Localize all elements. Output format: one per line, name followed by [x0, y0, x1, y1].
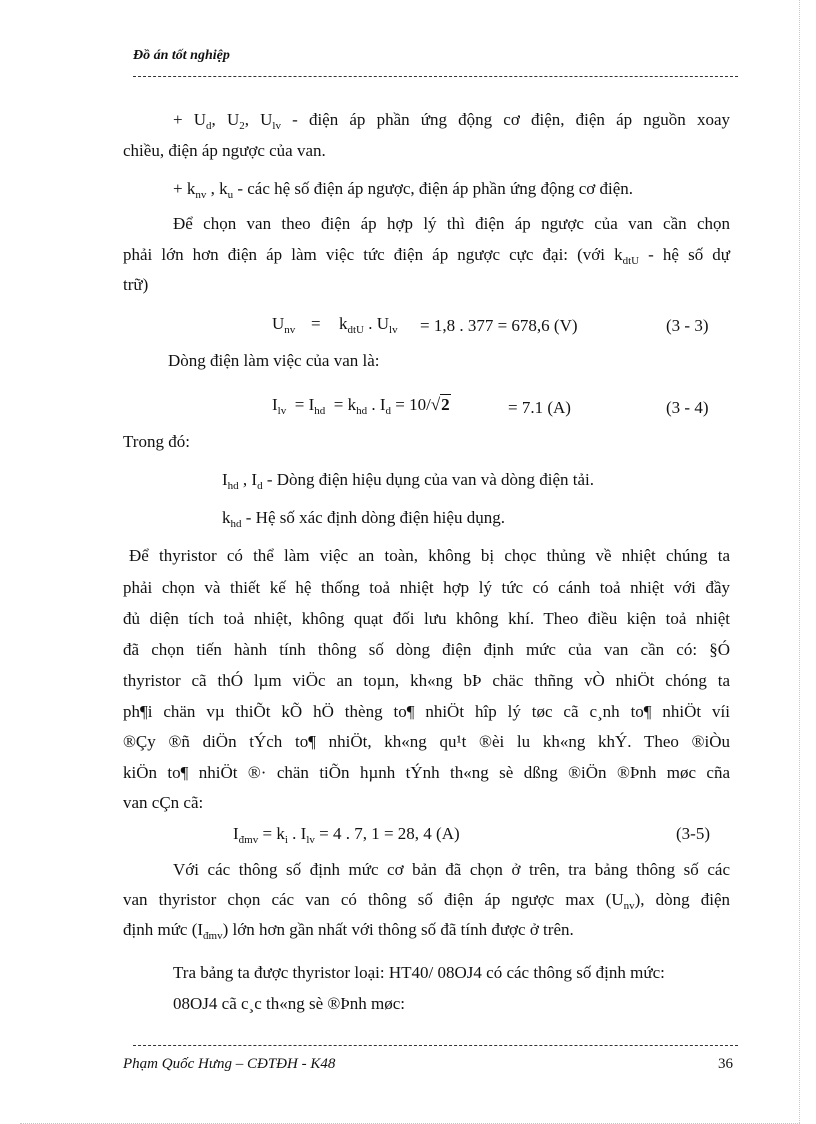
paragraph-line: Để chọn van theo điện áp hợp lý thì điện áp ngược của van cần chọn	[173, 214, 730, 233]
paragraph-line: thyristor cã thÓ lµm viÖc an toµn, kh«ng bÞ chäc thñng vÒ nhiÖt chóng ta	[123, 671, 730, 690]
equation-3-5-number: (3-5)	[676, 824, 710, 843]
page-number: 36	[718, 1056, 733, 1072]
equation-3-5: $I_{đmv} = k_i$ . $I_{lv} = 4$ . 7, 1 = 28, 4 (A)	[233, 824, 460, 846]
paragraph-line: ph¶i chän vµ thiÕt kÕ hÖ thèng to¶ nhiÖt hîp lý tøc cã c¸nh to¶ nhiÖt víi	[123, 702, 730, 721]
equation-3-4-number: (3 - 4)	[666, 398, 709, 417]
paragraph-line: Trong đó:	[123, 432, 190, 451]
equation-3-4: $I_{lv} = I_{hd} = k_{hd}$ . $I_d = 10/√2$	[272, 395, 450, 417]
paragraph-line: Với các thông số định mức cơ bản đã chọn ở trên, tra bảng thông số các	[173, 860, 730, 879]
paragraph-line: trữ)	[123, 275, 149, 294]
footer-rule	[133, 1045, 738, 1046]
paragraph-line: $k_{hd}$ - Hệ số xác định dòng điện hiệu dụng.	[222, 508, 505, 530]
paragraph-line: + $U_d$, $U_2$, $U_{lv}$ - điện áp phần ứng động cơ điện, điện áp nguồn xoay	[173, 110, 730, 132]
equation-3-3: $U_{nv}$	[272, 314, 296, 336]
paragraph-line: $I_{hd}$ , $I_d$ - Dòng điện hiệu dụng của van và dòng điện tải.	[222, 470, 595, 492]
equation-3-3-rhs: $k_{dtU}$ . $U_{lv}$	[339, 314, 398, 336]
equation-3-4-result: = 7.1 (A)	[508, 398, 571, 417]
paragraph-line: kiÖn to¶ nhiÖt ®· chän tiÕn hµnh tÝnh th«ng sè dßng ®iÖn ®Þnh møc cña	[123, 763, 730, 782]
footer-author: Phạm Quốc Hưng – CĐTĐH - K48	[123, 1056, 336, 1072]
paragraph-line: đã chọn tiến hành tính thông số dòng điện định mức của van cần có: §Ó	[123, 640, 730, 659]
paragraph-line: đủ diện tích toả nhiệt, không quạt đối lưu không khí. Theo điều kiện toả nhiệt	[123, 609, 730, 628]
paragraph-line: ®Çy ®ñ diÖn tÝch to¶ nhiÖt, kh«ng qu¹t ®èi lu kh«ng khÝ. Theo ®iÒu	[123, 732, 730, 751]
paragraph-line: Để thyristor có thể làm việc an toàn, không bị chọc thủng về nhiệt chúng ta	[129, 546, 730, 565]
sqrt-symbol: √2	[430, 395, 450, 414]
paragraph-line: định mức $(I_{đmv})$ lớn hơn gần nhất với thông số đã tính được ở trên.	[123, 920, 574, 942]
equation-3-3-number: (3 - 3)	[666, 316, 709, 335]
paragraph-line: + $k_{nv}$ , $k_u$ - các hệ số điện áp ngược, điện áp phần ứng động cơ điện.	[173, 179, 633, 201]
paragraph-line: phải chọn và thiết kế hệ thống toả nhiệt hợp lý tức có cánh toả nhiệt với đầy	[123, 578, 730, 597]
paragraph-line: Dòng điện làm việc của van là:	[168, 351, 380, 370]
paragraph-line: 08OJ4 cã c¸c th«ng sè ®Þnh møc:	[173, 994, 405, 1013]
paragraph-line: van thyristor chọn các van có thông số điện áp ngược $\max (U_{nv})$, dòng điện	[123, 890, 730, 912]
equation-3-3-result: = 1,8 . 377 = 678,6 (V)	[420, 316, 578, 335]
paragraph-line: chiều, điện áp ngược của van.	[123, 141, 326, 160]
paragraph-line: van cÇn cã:	[123, 793, 204, 812]
paragraph-line: phải lớn hơn điện áp làm việc tức điện áp ngược cực đại: (với $k_{dtU}$ - hệ số dự	[123, 245, 730, 267]
paragraph-line: Tra bảng ta được thyristor loại: HT40/ 08OJ4 có các thông số định mức:	[173, 963, 665, 982]
header-rule	[133, 76, 738, 77]
page-edge-right	[799, 0, 800, 1123]
equation-3-3-equals: =	[311, 314, 321, 333]
header-title: Đồ án tốt nghiệp	[133, 48, 230, 63]
